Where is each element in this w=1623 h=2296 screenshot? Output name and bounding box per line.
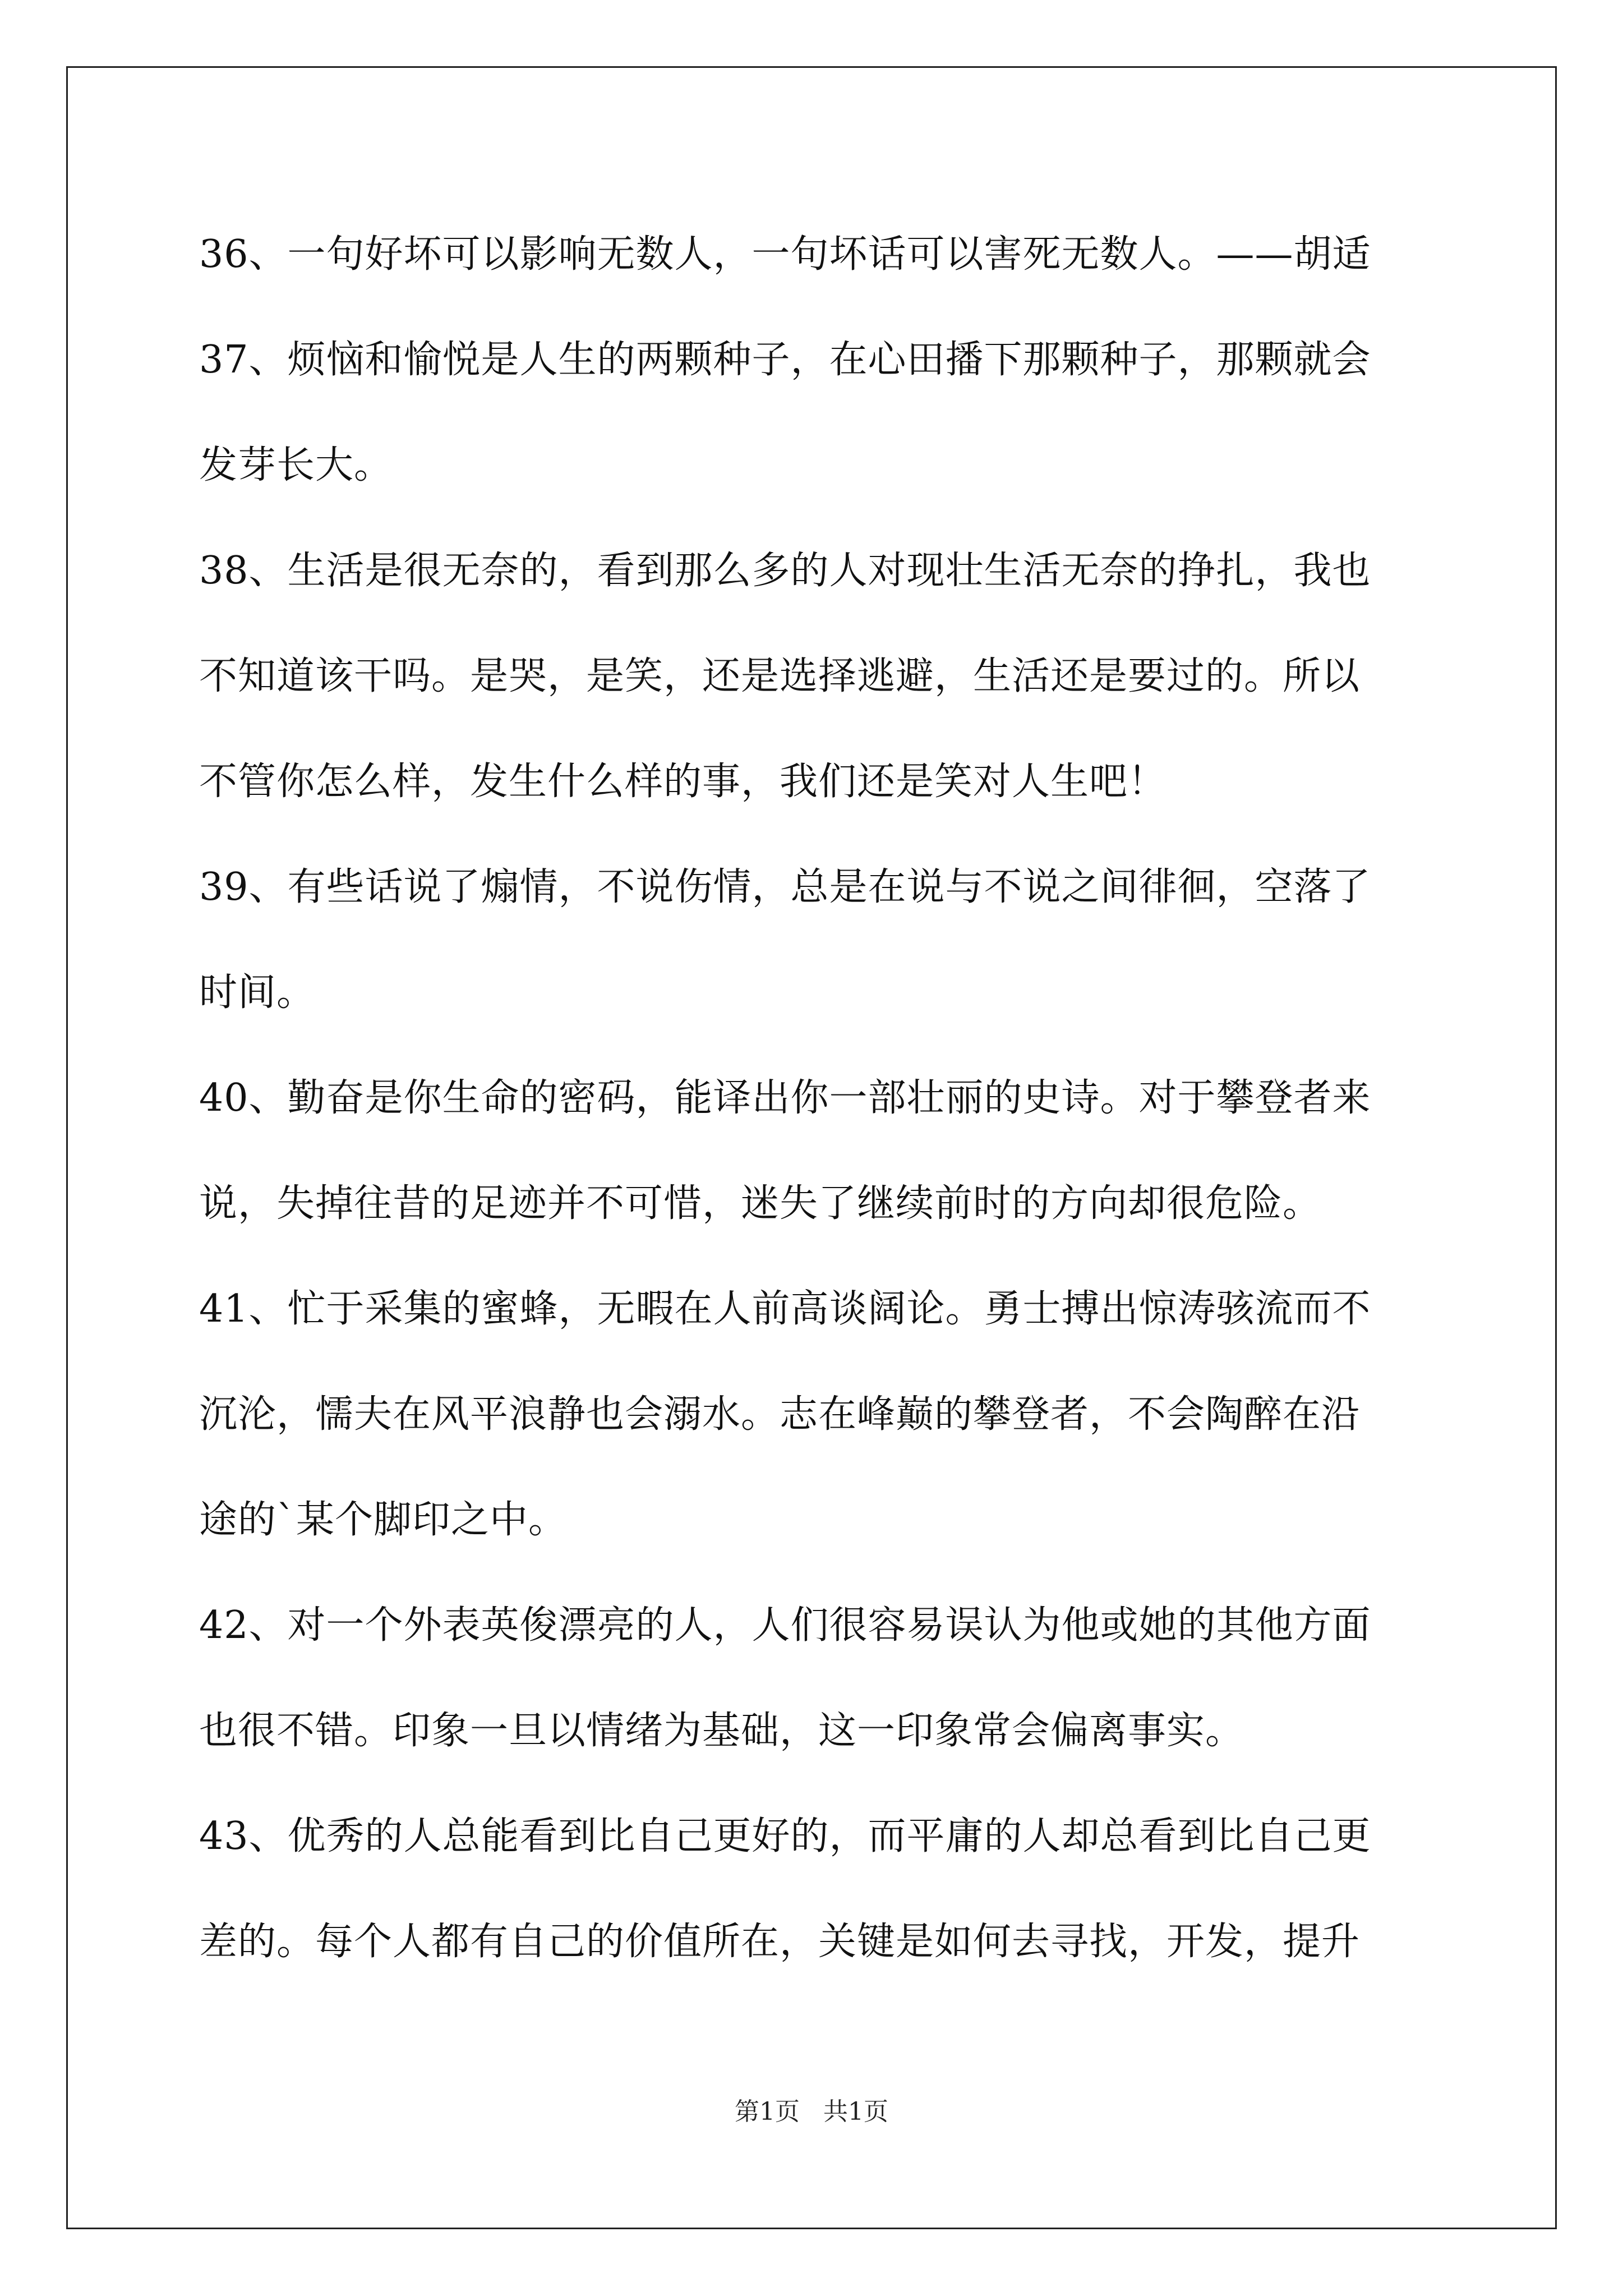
text-line: 40、勤奋是你生命的密码，能译出你一部壮丽的史诗。对于攀登者来 bbox=[199, 1076, 1371, 1120]
text-line: 38、生活是很无奈的，看到那么多的人对现壮生活无奈的挣扎，我也 bbox=[199, 549, 1371, 593]
text-line: 42、对一个外表英俊漂亮的人，人们很容易误认为他或她的其他方面 bbox=[199, 1603, 1371, 1648]
text-line: 时间。 bbox=[199, 970, 316, 1015]
text-line: 沉沦，懦夫在风平浪静也会溺水。志在峰巅的攀登者，不会陶醉在沿 bbox=[199, 1392, 1361, 1437]
text-line: 差的。每个人都有自己的价值所在，关键是如何去寻找，开发，提升 bbox=[199, 1920, 1361, 1964]
page-footer: 第1页 共1页 bbox=[735, 2097, 888, 2126]
text-line: 37、烦恼和愉悦是人生的两颗种子，在心田播下那颗种子，那颗就会 bbox=[199, 338, 1371, 382]
text-line: 不知道该干吗。是哭，是笑，还是选择逃避，生活还是要过的。所以 bbox=[199, 654, 1361, 698]
text-line: 39、有些话说了煽情，不说伤情，总是在说与不说之间徘徊，空落了 bbox=[199, 865, 1371, 909]
text-line: 41、忙于采集的蜜蜂，无暇在人前高谈阔论。勇士搏出惊涛骇流而不 bbox=[199, 1287, 1371, 1331]
text-line: 36、一句好坏可以影响无数人，一句坏话可以害死无数人。——胡适 bbox=[199, 232, 1371, 277]
text-line: 也很不错。印象一旦以情绪为基础，这一印象常会偏离事实。 bbox=[199, 1709, 1244, 1753]
text-line: 途的`某个脚印之中。 bbox=[199, 1498, 568, 1542]
document-body bbox=[199, 202, 1433, 1995]
text-line: 43、优秀的人总能看到比自己更好的，而平庸的人却总看到比自己更 bbox=[199, 1814, 1371, 1858]
text-line: 发芽长大。 bbox=[199, 443, 393, 487]
text-line: 不管你怎么样，发生什么样的事，我们还是笑对人生吧！ bbox=[199, 760, 1167, 804]
text-line: 说，失掉往昔的足迹并不可惜，迷失了继续前时的方向却很危险。 bbox=[199, 1181, 1322, 1226]
